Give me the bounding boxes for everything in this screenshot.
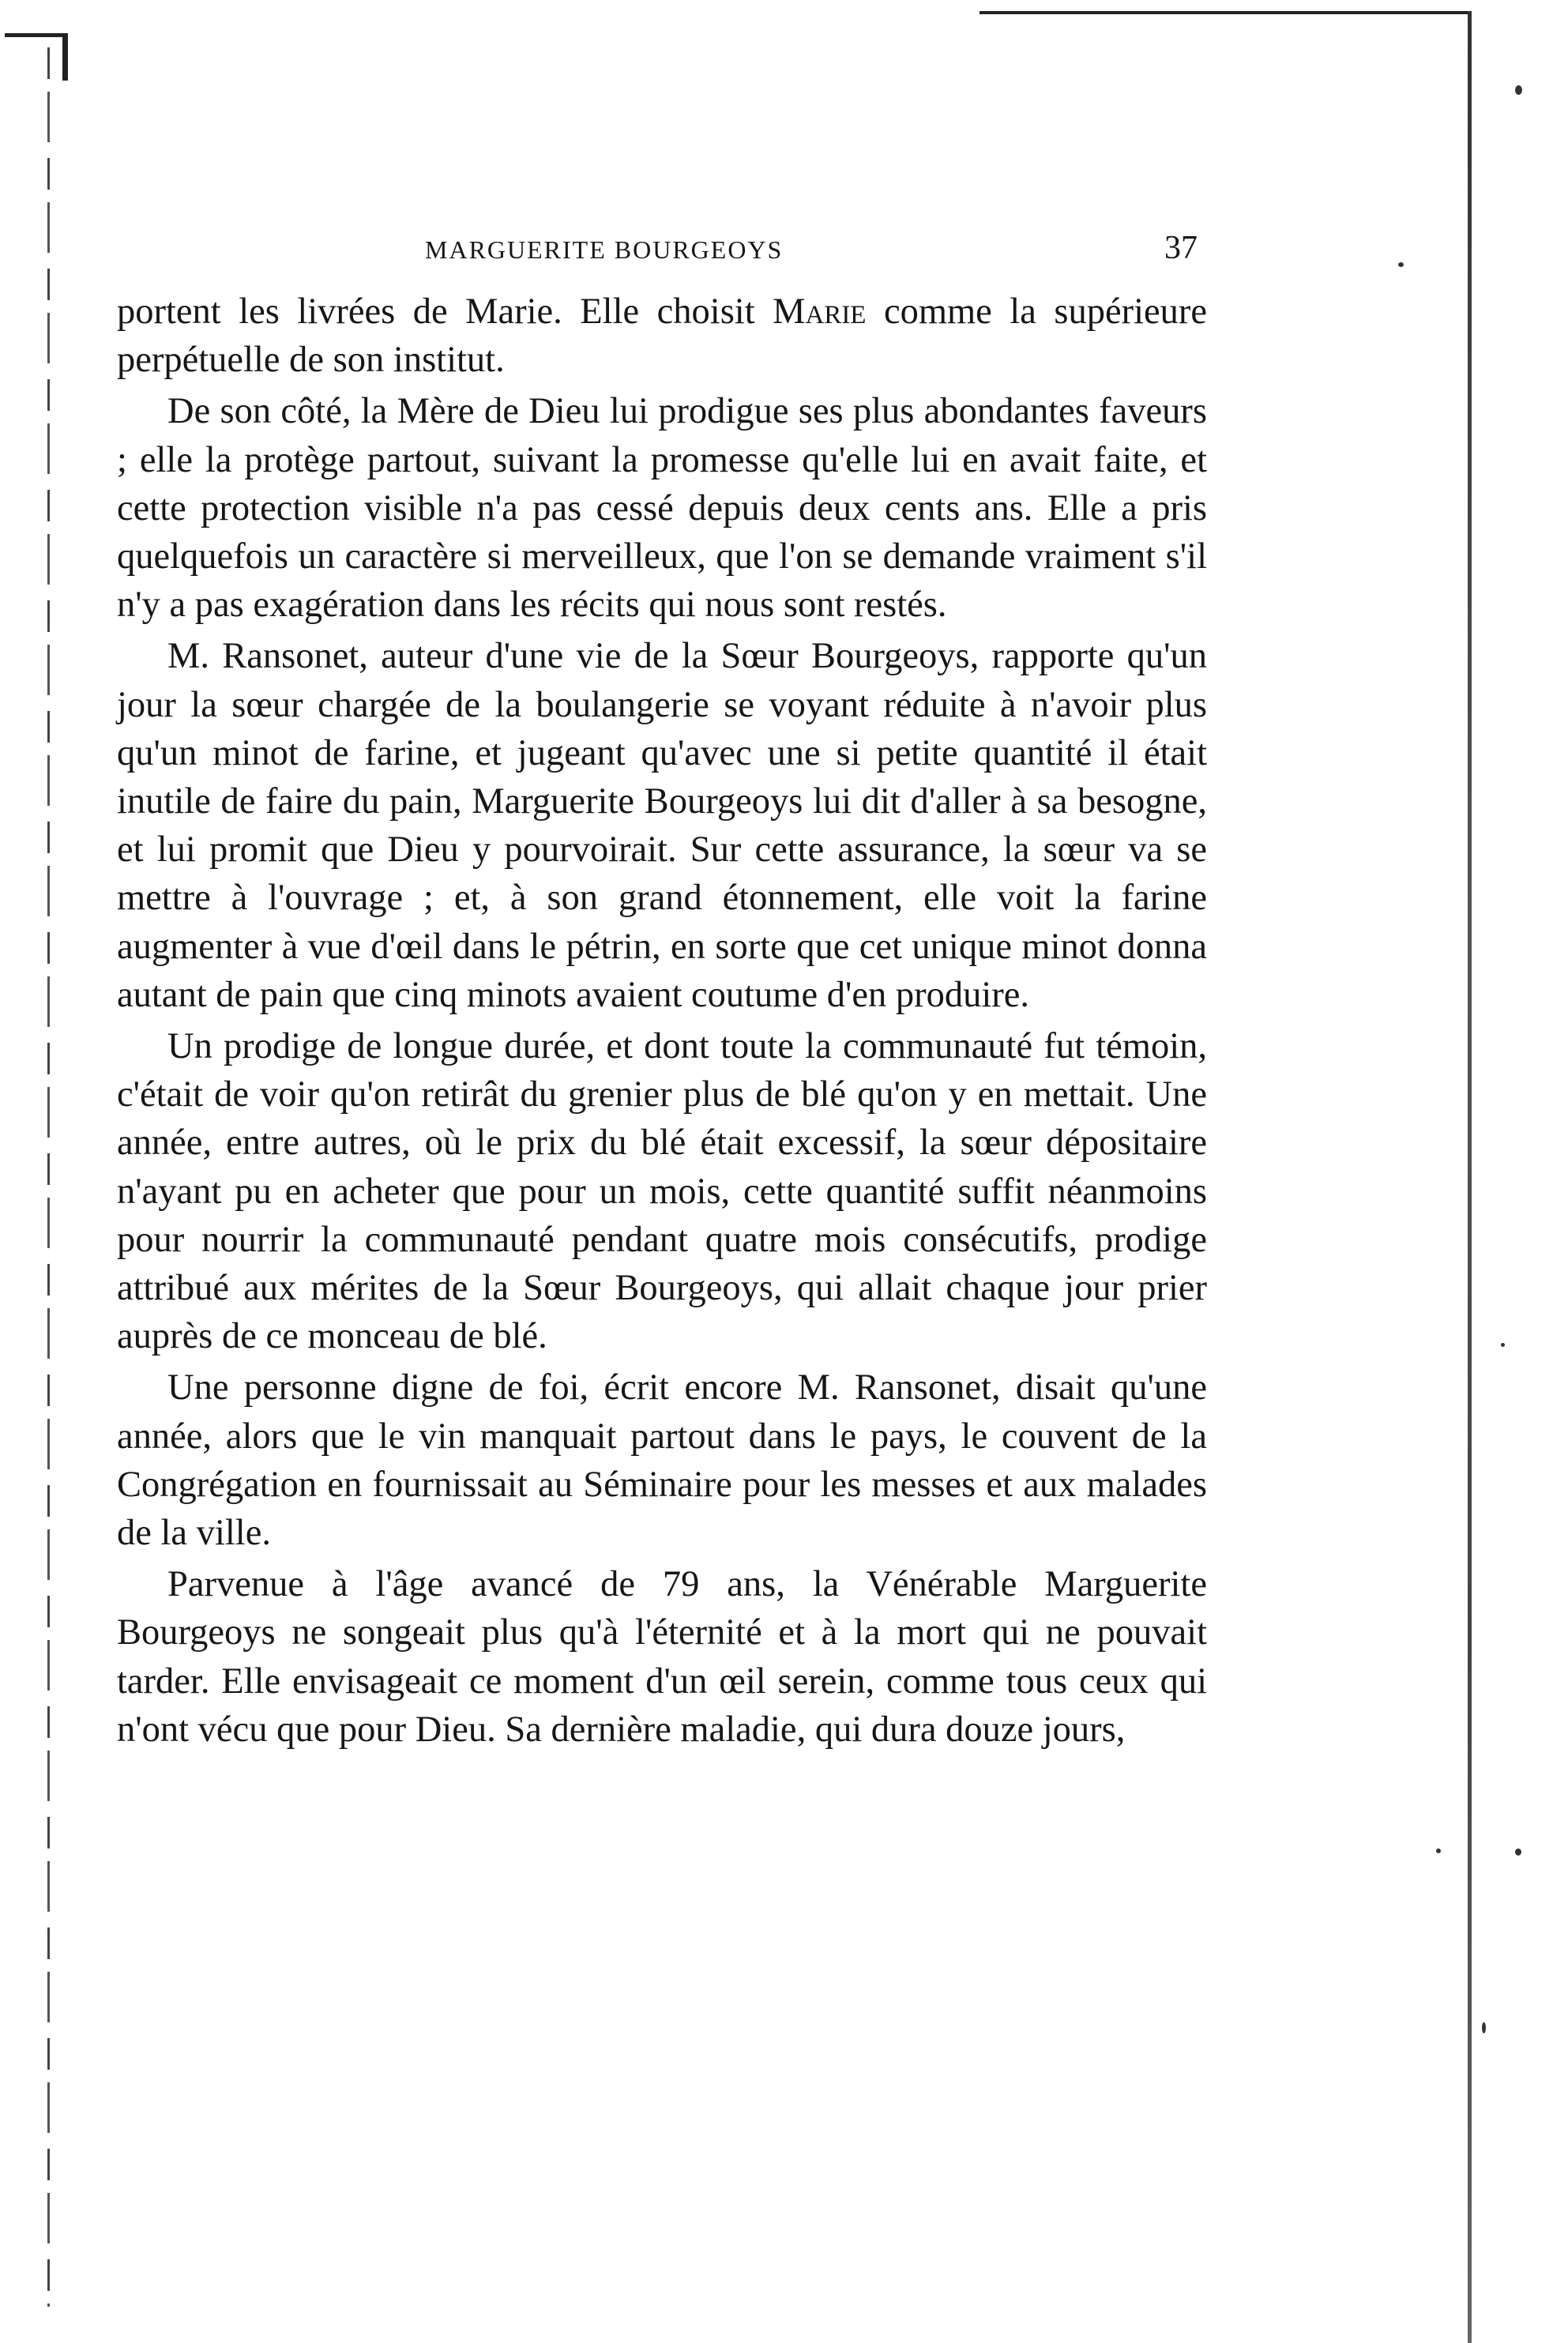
scan-right-edge <box>1468 11 1472 2343</box>
running-title: MARGUERITE BOURGEOYS <box>425 235 784 264</box>
running-head <box>117 229 1207 267</box>
scan-corner-mark <box>5 33 68 81</box>
paragraph-2: De son côté, la Mère de Dieu lui prodigue ses plus abondantes faveurs ; elle la protège partout, suivant la promesse qu'elle lui en avait faite, et cette protection visible n'a pas cessé depuis deux cents ans. Elle a pris quelquefois un caractère si merveilleux, que l'on se demande vraiment s'il n'y a pas exagération dans les récits qui nous sont restés. <box>117 391 1207 626</box>
paragraph-4: Un prodige de longue durée, et dont toute la communauté fut témoin, c'était de voir qu'on retirât du grenier plus de blé qu'on y en mettait. Une année, entre autres, où le prix du blé était excessif, la sœur dépositaire n'ayant pu en acheter que pour un mois, cette quantité suffit néanmoins pour nourrir la communauté pendant quatre mois consécutifs, prodige attribué aux mérites de la Sœur Bourgeoys, qui allait chaque jour prier auprès de ce monceau de blé. <box>117 1026 1207 1357</box>
page-number: 37 <box>1164 230 1198 266</box>
paragraph-5: Une personne digne de foi, écrit encore M. Ransonet, disait qu'une année, alors que le vin manquait partout dans le pays, le couvent de la Congrégation en fournissait au Séminaire pour les messes et aux malades de la ville. <box>117 1367 1207 1554</box>
paragraph-1-text-b: comme la supérieure perpétuelle de son institut. <box>117 291 1207 381</box>
scan-speckle <box>1515 85 1522 95</box>
scan-left-edge <box>47 47 50 2307</box>
book-page <box>117 229 1207 1757</box>
scan-speckle <box>1436 1848 1441 1853</box>
paragraph-1-text-a: portent les livrées de Marie. Elle choisit <box>117 291 773 332</box>
paragraph-3: M. Ransonet, auteur d'une vie de la Sœur Bourgeoys, rapporte qu'un jour la sœur chargée de la boulangerie se voyant réduite à n'avoir plus qu'un minot de farine, et jugeant qu'avec une si petite quantité il était inutile de faire du pain, Marguerite Bourgeoys lui dit d'aller à sa besogne, et lui promit que Dieu y pourvoirait. Sur cette assurance, la sœur va se mettre à l'ouvrage ; et, à son grand étonnement, elle voit la farine augmenter à vue d'œil dans le pétrin, en sorte que cet unique minot donna autant de pain que cinq minots avaient coutume d'en produire. <box>117 636 1207 1015</box>
scan-top-edge <box>980 11 1469 14</box>
marie-small-caps: Marie <box>773 291 867 332</box>
scan-speckle <box>1398 262 1404 267</box>
paragraph-1 <box>117 288 1207 384</box>
scan-speckle <box>1501 1343 1505 1347</box>
scan-speckle <box>1515 1848 1521 1856</box>
paragraph-6: Parvenue à l'âge avancé de 79 ans, la Vénérable Marguerite Bourgeoys ne songeait plus qu'à l'éternité et à la mort qui ne pouvait tarder. Elle envisageait ce moment d'un œil serein, comme tous ceux qui n'ont vécu que pour Dieu. Sa dernière maladie, qui dura douze jours, <box>117 1564 1207 1750</box>
scan-speckle <box>1482 2022 1486 2033</box>
